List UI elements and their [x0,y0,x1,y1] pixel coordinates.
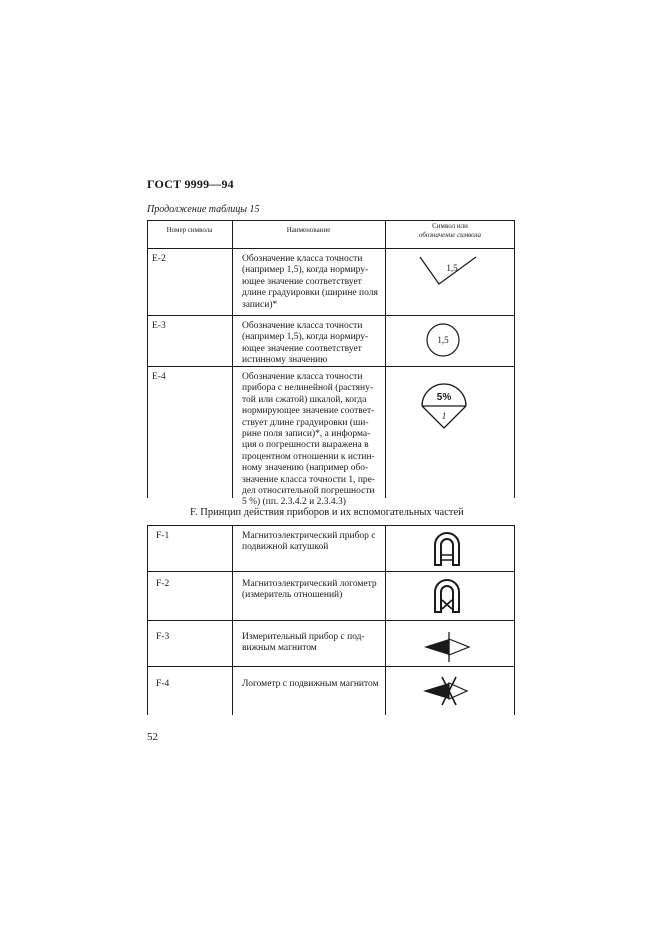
header-name: Наименование [286,226,331,234]
symbol-code-e3: E-3 [152,321,166,331]
header-symbol-1: Символ или [432,222,468,230]
e-col-sep-2 [385,248,386,498]
symbol-code-f4: F-4 [156,679,170,689]
header-bottom-border [147,248,515,249]
f-top-border [147,525,515,526]
symbol-text-e4-top: 5% [436,392,452,403]
description-f2: Магнитоэлектрический логометр (измеритель отношений) [242,579,377,601]
symbol-code-e4: E-4 [152,372,166,382]
description-e4: Обозначение класса точности прибора с нелинейной (растяну- той или сжатой) шкалой, когда нормирующее значение соответ- ствует длине градуировки (ши- рине поля записи)*, а информа- ция о погрешности выражена в процентном отношении к истин- ному значению (например обо- значение класса точности 1, пре- дел относительной погрешности 5 %) (пп. 2.3.4.2 и 2.3.4.3) [242,372,376,508]
accuracy-class-circle-symbol [425,322,461,358]
symbol-text-e4-bottom: 1 [441,411,447,421]
page-number: 52 [147,731,158,743]
e-right-border [514,248,515,498]
moving-magnet-ratiometer-symbol [420,674,470,708]
table-top-border [147,220,515,221]
accuracy-class-v-symbol [418,253,478,287]
row-sep-e2 [147,315,515,316]
symbol-code-f2: F-2 [156,579,170,589]
symbol-code-e2: E-2 [152,254,166,264]
symbol-code-f3: F-3 [156,632,170,642]
symbol-text-e3: 1,5 [437,335,449,345]
symbol-code-f1: F-1 [156,531,170,541]
e-left-border [147,248,148,498]
row-sep-f1 [147,571,515,572]
ratiometer-symbol [431,578,463,614]
header-symbol-2: обозначение символа [418,231,482,239]
row-sep-f3 [147,666,515,667]
description-f1: Магнитоэлектрический прибор с подвижной катушкой [242,531,376,553]
moving-magnet-symbol [422,630,472,664]
header-symbol-number: Номер символа [166,226,213,234]
e-col-sep-1 [232,248,233,498]
table-continuation-caption: Продолжение таблицы 15 [147,204,260,215]
accuracy-class-semicircle-symbol [419,380,469,430]
description-f4: Логометр с подвижным магнитом [242,679,379,689]
section-f-title: F. Принцип действия приборов и их вспомогательных частей [190,507,464,518]
row-sep-f2 [147,620,515,621]
symbol-text-e2: 1,5 [446,263,458,273]
moving-coil-symbol [431,531,463,567]
description-e3: Обозначение класса точности (например 1,5), когда нормиру- ющее значение соответствует истинному значению [242,321,369,366]
description-e2: Обозначение класса точности (например 1,5), когда нормиру- ющее значение соответствует длине градуировки (ширине поля записи)* [242,254,378,310]
standard-number: ГОСТ 9999—94 [147,177,234,191]
description-f3: Измерительный прибор с под- вижным магнитом [242,632,365,654]
